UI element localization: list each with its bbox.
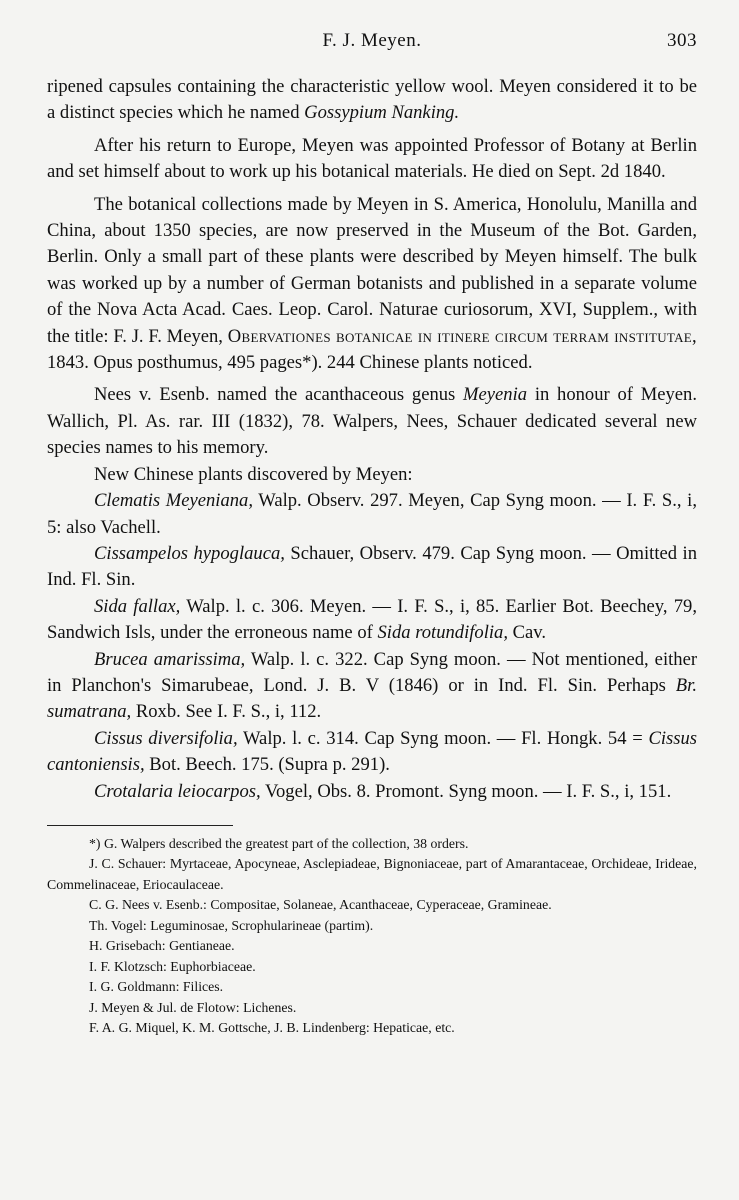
footnotes [47, 834, 697, 1039]
species-name: Gossypium Nanking. [304, 102, 460, 124]
main-text [47, 74, 697, 805]
footnote-line: Th. Vogel: Leguminosae, Scrophularineae (partim). [89, 917, 374, 933]
footnote-line: *) G. Walpers described the greatest part of the collection, 38 orders. [89, 835, 469, 851]
running-header [47, 30, 697, 58]
footnote-line: I. G. Goldmann: Filices. [89, 979, 224, 995]
paragraph-capsules: ripened capsules containing the characteristic yellow wool. Meyen considered it to be a distinct species which he named Gossypium Nanking. [47, 76, 697, 124]
species-name: Br. sumatrana, [47, 674, 697, 723]
footnote-rule [47, 825, 233, 826]
footnote-line: C. G. Nees v. Esenb.: Compositae, Solaneae, Acanthaceae, Cyperaceae, Gramineae. [89, 897, 552, 913]
species-name: Sida fallax, [94, 595, 181, 617]
species-name: Cissus diversifolia, [94, 727, 238, 749]
plant-entry-cissus: Cissus diversifolia, Walp. l. c. 314. Cap Syng moon. — Fl. Hongk. 54 = Cissus cantoniensis, Bot. Beech. 175. (Supra p. 291). [47, 727, 698, 776]
running-title: F. J. Meyen. [322, 30, 422, 51]
footnote-line: H. Grisebach: Gentianeae. [89, 938, 235, 954]
plant-entry-brucea: Brucea amarissima, Walp. l. c. 322. Cap Syng moon. — Not mentioned, either in Planchon's Simarubeae, Lond. J. B. V (1846) or in Ind. Fl. Sin. Perhaps Br. sumatrana, Roxb. See I. F. S., i, 112. [47, 648, 698, 723]
page-number: 303 [667, 30, 697, 51]
species-name: Crotalaria leiocarpos, [94, 780, 261, 802]
species-name: Clematis Meyeniana, [94, 490, 253, 512]
paragraph-return-europe: After his return to Europe, Meyen was appointed Professor of Botany at Berlin and set himself about to work up his botanical materials. He died on Sept. 2d 1840. [47, 134, 697, 183]
footnote-line: J. C. Schauer: Myrtaceae, Apocyneae, Asclepiadeae, Bignoniaceae, part of Amarantaceae, Orchideae, Irideae, Commelinaceae, Eriocaulaceae. [47, 856, 697, 892]
paragraph-collections: The botanical collections made by Meyen in S. America, Honolulu, Manilla and China, about 1350 species, are now preserved in the Museum of the Bot. Garden, Berlin. Only a small part of these plants were described by Meyen himself. The bulk was worked up by a number of German botanists and published in a separate volume of the Nova Acta Acad. Caes. Leop. Carol. Naturae curiosorum, XVI, Supplem., with the title: F. J. F. Meyen, Obervationes botanicae in itinere circum terram institutae, 1843. Opus posthumus, 495 pages*). 244 Chinese plants noticed. [47, 193, 697, 374]
species-name: Sida rotundifolia, [377, 622, 508, 644]
plant-entry-clematis: Clematis Meyeniana, Walp. Observ. 297. Meyen, Cap Syng moon. — I. F. S., i, 5: also Vachell. [47, 490, 697, 538]
footnote-line: F. A. G. Miquel, K. M. Gottsche, J. B. Lindenberg: Hepaticae, etc. [89, 1020, 455, 1036]
plant-entry-cissampelos: Cissampelos hypoglauca, Schauer, Observ. 479. Cap Syng moon. — Omitted in Ind. Fl. Sin. [47, 542, 697, 591]
species-name: Brucea amarissima, [94, 648, 246, 670]
paragraph-new-plants-heading: New Chinese plants discovered by Meyen: [94, 463, 413, 485]
work-title: Obervationes botanicae in itinere circum terram institutae, [227, 325, 697, 347]
footnote-line: I. F. Klotzsch: Euphorbiaceae. [89, 958, 256, 974]
genus-name: Meyenia [463, 384, 528, 406]
species-name: Cissus cantoniensis, [47, 727, 698, 776]
plant-entry-sida: Sida fallax, Walp. l. c. 306. Meyen. — I. F. S., i, 85. Earlier Bot. Beechey, 79, Sandwich Isls, under the erroneous name of Sida rotundifolia, Cav. [47, 595, 698, 644]
plant-entry-crotalaria: Crotalaria leiocarpos, Vogel, Obs. 8. Promont. Syng moon. — I. F. S., i, 151. [94, 780, 672, 802]
footnote-line: J. Meyen & Jul. de Flotow: Lichenes. [89, 999, 297, 1015]
species-name: Cissampelos hypoglauca, [94, 542, 285, 564]
paragraph-meyenia: Nees v. Esenb. named the acanthaceous genus Meyenia in honour of Meyen. Wallich, Pl. As. rar. III (1832), 78. Walpers, Nees, Schauer dedicated several new species names to his memory. [47, 384, 697, 459]
